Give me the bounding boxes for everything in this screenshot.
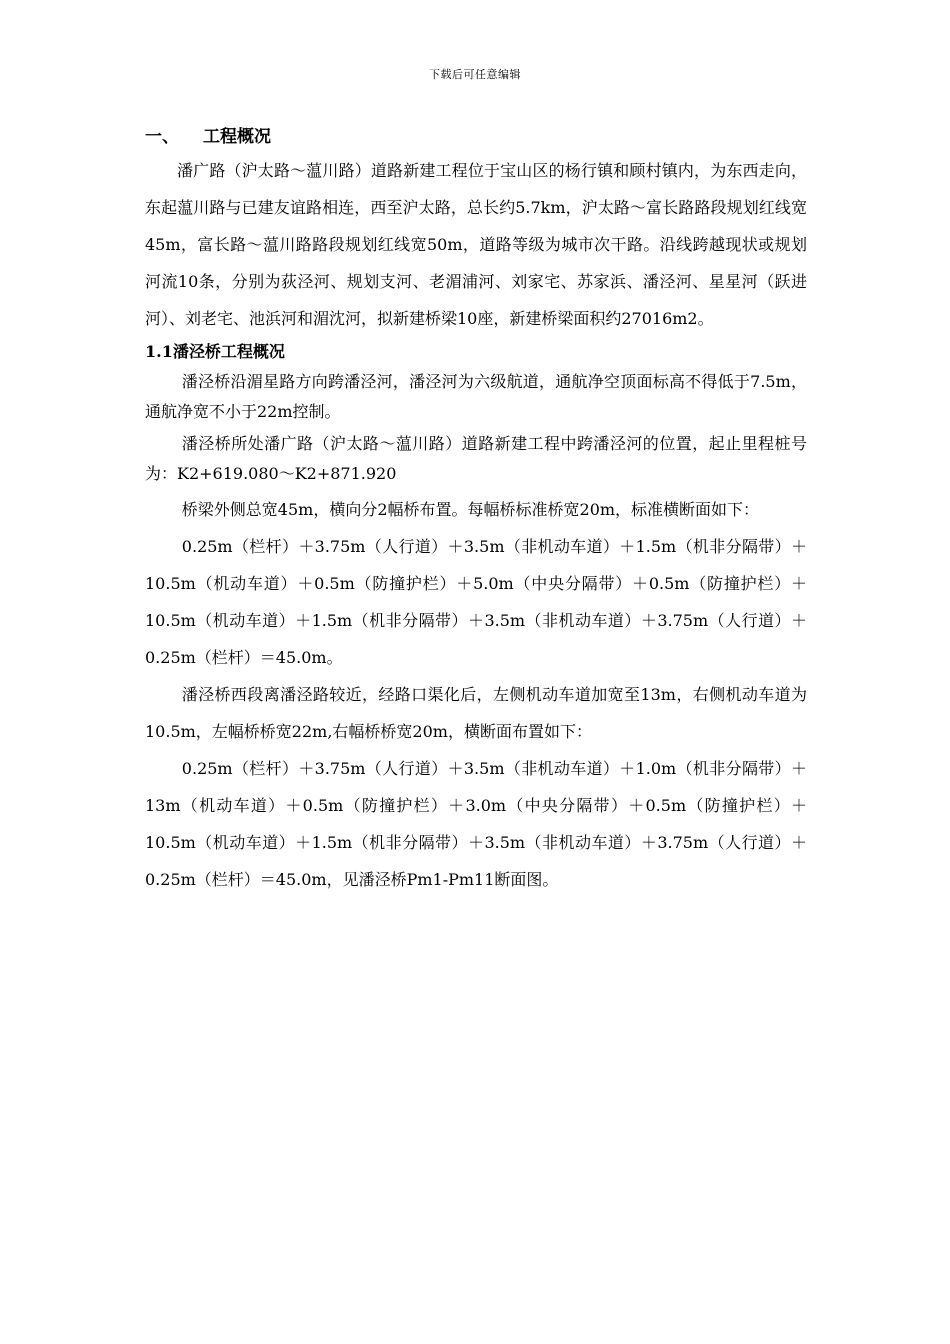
overview-paragraph: 潘广路（沪太路～蕰川路）道路新建工程位于宝山区的杨行镇和顾村镇内，为东西走向，东起蕰川路与已建友谊路相连，西至沪太路，总长约5.7km，沪太路～富长路路段规划红线宽45m，富长路～蕰川路路段规划红线宽50m，道路等级为城市次干路。沿线跨越现状或规划河流10条，分别为荻泾河、规划支河、老湄浦河、刘家宅、苏家浜、潘泾河、星星河（跃进河）、刘老宅、池浜河和湄沈河，拟新建桥梁10座，新建桥梁面积约27016m2。 <box>145 161 807 328</box>
bridge-paragraph-1: 潘泾桥沿湄星路方向跨潘泾河，潘泾河为六级航道，通航净空顶面标高不得低于7.5m，通航净宽不小于22m控制。 <box>145 372 807 421</box>
bridge-paragraph-5: 潘泾桥西段离潘泾路较近，经路口渠化后，左侧机动车道加宽至13m，右侧机动车道为10.5m，左幅桥桥宽22m,右幅桥桥宽20m，横断面布置如下： <box>145 685 807 741</box>
section-title: 工程概况 <box>203 127 271 147</box>
section-number: 一、 <box>145 127 179 147</box>
subsection-heading: 1.1潘泾桥工程概况 <box>145 342 285 361</box>
bridge-paragraph-6: 0.25m（栏杆）＋3.75m（人行道）＋3.5m（非机动车道）＋1.0m（机非分隔带）＋13m（机动车道）＋0.5m（防撞护栏）＋3.0m（中央分隔带）＋0.5m（防撞护栏）＋10.5m（机动车道）＋1.5m（机非分隔带）＋3.5m（非机动车道）＋3.75m（人行道）＋0.25m（栏杆）＝45.0m，见潘泾桥Pm1-Pm11断面图。 <box>145 759 807 889</box>
bridge-paragraph-3: 桥梁外侧总宽45m，横向分2幅桥布置。每幅桥标准桥宽20m，标准横断面如下： <box>181 500 760 519</box>
document-body <box>145 122 807 898</box>
bridge-paragraph-4: 0.25m（栏杆）＋3.75m（人行道）＋3.5m（非机动车道）＋1.5m（机非分隔带）＋10.5m（机动车道）＋0.5m（防撞护栏）＋5.0m（中央分隔带）＋0.5m（防撞护栏）＋10.5m（机动车道）＋1.5m（机非分隔带）＋3.5m（非机动车道）＋3.75m（人行道）＋0.25m（栏杆）＝45.0m。 <box>145 537 807 667</box>
section-heading <box>145 122 807 152</box>
bridge-paragraph-2: 潘泾桥所处潘广路（沪太路～蕰川路）道路新建工程中跨潘泾河的位置，起止里程桩号为：K2+619.080～K2+871.920 <box>145 434 807 483</box>
page-header-note: 下载后可任意编辑 <box>429 68 521 81</box>
